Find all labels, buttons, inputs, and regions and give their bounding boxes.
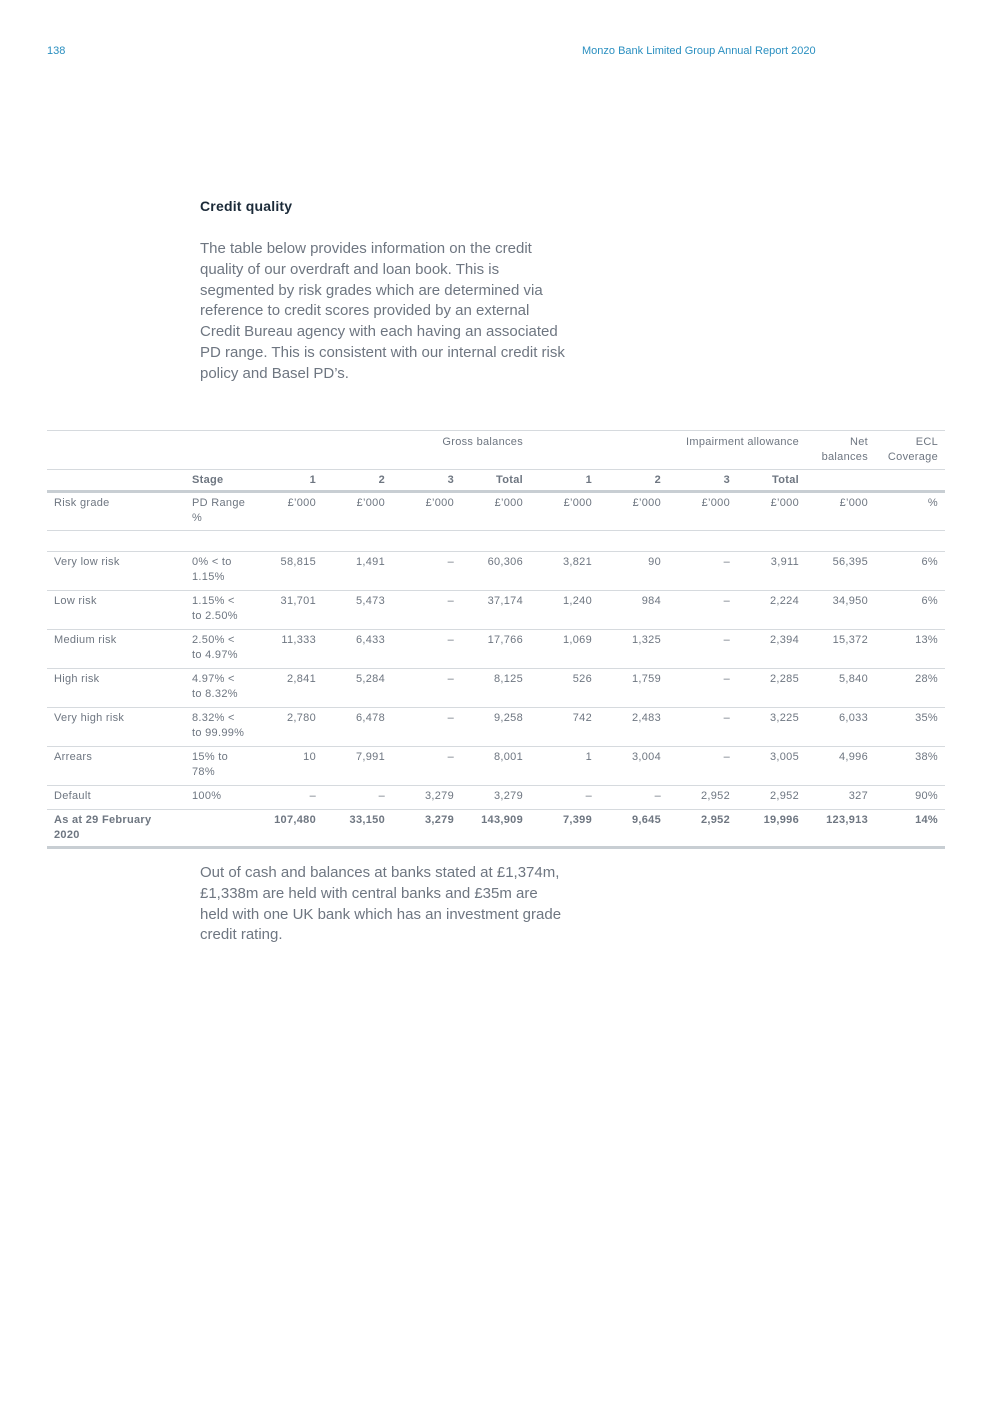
- value-cell: 2,285: [737, 669, 806, 708]
- value-cell: 31,701: [254, 591, 323, 630]
- risk-grade-cell: Very low risk: [47, 552, 185, 591]
- value-cell: 1: [530, 747, 599, 786]
- total-value-cell: 14%: [875, 810, 945, 848]
- total-value-cell: 19,996: [737, 810, 806, 848]
- value-cell: 1,069: [530, 630, 599, 669]
- value-cell: –: [668, 630, 737, 669]
- unit-cell: £’000: [530, 492, 599, 531]
- risk-grade-cell: Arrears: [47, 747, 185, 786]
- table-row: [47, 786, 945, 810]
- value-cell: –: [254, 786, 323, 810]
- stage-cell: 3: [668, 470, 737, 492]
- total-value-cell: 9,645: [599, 810, 668, 848]
- value-cell: –: [392, 669, 461, 708]
- page-number: 138: [47, 45, 66, 57]
- value-cell: 38%: [875, 747, 945, 786]
- stage-label: Stage: [185, 470, 254, 492]
- risk-grade-header: Risk grade: [47, 492, 185, 531]
- value-cell: 6%: [875, 552, 945, 591]
- value-cell: 6,033: [806, 708, 875, 747]
- value-cell: 60,306: [461, 552, 530, 591]
- risk-grade-cell: Very high risk: [47, 708, 185, 747]
- value-cell: 8,001: [461, 747, 530, 786]
- value-cell: 37,174: [461, 591, 530, 630]
- running-header: Monzo Bank Limited Group Annual Report 2020: [582, 45, 816, 57]
- stage-cell: Total: [737, 470, 806, 492]
- table-row: [47, 552, 945, 591]
- value-cell: 6,433: [323, 630, 392, 669]
- pd-range-cell: 1.15% < to 2.50%: [185, 591, 254, 630]
- total-value-cell: 123,913: [806, 810, 875, 848]
- table-row: [47, 630, 945, 669]
- credit-quality-table: [47, 430, 945, 849]
- value-cell: 2,224: [737, 591, 806, 630]
- value-cell: –: [530, 786, 599, 810]
- pd-range-cell: 2.50% < to 4.97%: [185, 630, 254, 669]
- value-cell: 4,996: [806, 747, 875, 786]
- impairment-allowance-header: Impairment allowance: [530, 431, 806, 470]
- value-cell: 56,395: [806, 552, 875, 591]
- pd-range-header: PD Range %: [185, 492, 254, 531]
- stage-cell: 2: [599, 470, 668, 492]
- value-cell: 3,911: [737, 552, 806, 591]
- pd-range-cell: 100%: [185, 786, 254, 810]
- value-cell: 58,815: [254, 552, 323, 591]
- value-cell: 3,821: [530, 552, 599, 591]
- value-cell: 7,991: [323, 747, 392, 786]
- value-cell: 3,004: [599, 747, 668, 786]
- value-cell: 742: [530, 708, 599, 747]
- value-cell: 2,952: [737, 786, 806, 810]
- value-cell: –: [668, 552, 737, 591]
- value-cell: 6%: [875, 591, 945, 630]
- risk-grade-cell: Default: [47, 786, 185, 810]
- value-cell: –: [392, 591, 461, 630]
- total-row: [47, 810, 945, 848]
- value-cell: 1,325: [599, 630, 668, 669]
- unit-cell: £’000: [668, 492, 737, 531]
- table-row: [47, 708, 945, 747]
- total-value-cell: 33,150: [323, 810, 392, 848]
- risk-grade-cell: Medium risk: [47, 630, 185, 669]
- outro-paragraph: Out of cash and balances at banks stated at £1,374m, £1,338m are held with central banks and £35m are held with one UK bank which has an investment grade credit rating.: [200, 864, 562, 944]
- total-value-cell: 2,952: [668, 810, 737, 848]
- value-cell: 90%: [875, 786, 945, 810]
- value-cell: 3,279: [461, 786, 530, 810]
- unit-cell: £’000: [806, 492, 875, 531]
- stage-cell: Total: [461, 470, 530, 492]
- unit-cell: £’000: [599, 492, 668, 531]
- value-cell: 6,478: [323, 708, 392, 747]
- pd-range-cell: 0% < to 1.15%: [185, 552, 254, 591]
- unit-cell: %: [875, 492, 945, 531]
- value-cell: 3,279: [392, 786, 461, 810]
- stage-cell: 1: [530, 470, 599, 492]
- unit-cell: £’000: [254, 492, 323, 531]
- net-balances-header: Net balances: [806, 431, 875, 470]
- value-cell: 10: [254, 747, 323, 786]
- value-cell: –: [668, 747, 737, 786]
- value-cell: 2,952: [668, 786, 737, 810]
- pd-range-cell: 4.97% < to 8.32%: [185, 669, 254, 708]
- unit-cell: £’000: [461, 492, 530, 531]
- total-label: As at 29 February 2020: [47, 810, 254, 848]
- value-cell: –: [392, 630, 461, 669]
- value-cell: –: [668, 591, 737, 630]
- value-cell: 1,759: [599, 669, 668, 708]
- stage-cell: 1: [254, 470, 323, 492]
- value-cell: 3,225: [737, 708, 806, 747]
- risk-grade-cell: Low risk: [47, 591, 185, 630]
- value-cell: 5,284: [323, 669, 392, 708]
- value-cell: 3,005: [737, 747, 806, 786]
- pd-range-cell: 8.32% < to 99.99%: [185, 708, 254, 747]
- value-cell: 327: [806, 786, 875, 810]
- value-cell: 5,840: [806, 669, 875, 708]
- risk-grade-cell: High risk: [47, 669, 185, 708]
- value-cell: 526: [530, 669, 599, 708]
- value-cell: 35%: [875, 708, 945, 747]
- units-row: [47, 492, 945, 531]
- stage-cell: 3: [392, 470, 461, 492]
- unit-cell: £’000: [323, 492, 392, 531]
- stage-header-row: [47, 470, 945, 492]
- value-cell: –: [668, 708, 737, 747]
- value-cell: 984: [599, 591, 668, 630]
- value-cell: –: [668, 669, 737, 708]
- ecl-coverage-header: ECL Coverage: [875, 431, 945, 470]
- pd-range-cell: 15% to 78%: [185, 747, 254, 786]
- total-value-cell: 7,399: [530, 810, 599, 848]
- value-cell: –: [599, 786, 668, 810]
- group-header-row: [47, 431, 945, 470]
- value-cell: 15,372: [806, 630, 875, 669]
- value-cell: 28%: [875, 669, 945, 708]
- table-row: [47, 747, 945, 786]
- value-cell: –: [392, 552, 461, 591]
- intro-paragraph: The table below provides information on the credit quality of our overdraft and loan book. This is segmented by risk grades which are determined via reference to credit scores provided by an external Credit Bureau agency with each having an associated PD range. This is consistent with our internal credit risk policy and Basel PD’s.: [200, 240, 565, 382]
- stage-cell: 2: [323, 470, 392, 492]
- total-value-cell: 143,909: [461, 810, 530, 848]
- value-cell: 90: [599, 552, 668, 591]
- value-cell: 2,394: [737, 630, 806, 669]
- value-cell: 2,780: [254, 708, 323, 747]
- total-value-cell: 107,480: [254, 810, 323, 848]
- value-cell: 8,125: [461, 669, 530, 708]
- gross-balances-header: Gross balances: [254, 431, 530, 470]
- value-cell: –: [323, 786, 392, 810]
- value-cell: 17,766: [461, 630, 530, 669]
- value-cell: –: [392, 708, 461, 747]
- value-cell: 11,333: [254, 630, 323, 669]
- value-cell: 9,258: [461, 708, 530, 747]
- total-value-cell: 3,279: [392, 810, 461, 848]
- table-row: [47, 591, 945, 630]
- value-cell: 2,841: [254, 669, 323, 708]
- spacer-row: [47, 531, 945, 552]
- value-cell: 1,240: [530, 591, 599, 630]
- value-cell: 1,491: [323, 552, 392, 591]
- value-cell: –: [392, 747, 461, 786]
- value-cell: 13%: [875, 630, 945, 669]
- value-cell: 2,483: [599, 708, 668, 747]
- section-heading: Credit quality: [200, 198, 293, 214]
- unit-cell: £’000: [737, 492, 806, 531]
- unit-cell: £’000: [392, 492, 461, 531]
- value-cell: 34,950: [806, 591, 875, 630]
- value-cell: 5,473: [323, 591, 392, 630]
- table-row: [47, 669, 945, 708]
